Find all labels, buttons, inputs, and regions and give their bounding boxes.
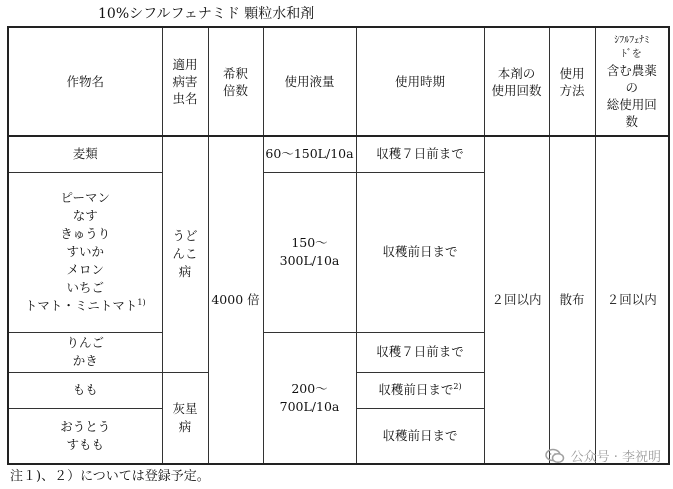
dilution-cell: 4000 倍 — [208, 136, 263, 464]
header-times-line: 使用回数 — [491, 82, 542, 98]
crop-line: かき — [72, 353, 98, 368]
footnote: 注１)、２）については登録予定。 — [10, 469, 210, 484]
header-dilution-line: 倍数 — [222, 82, 248, 98]
header-times-line: 本剤の — [497, 65, 536, 81]
header-total-line: 数 — [625, 113, 638, 129]
crop-text: トマト・ミニトマト — [24, 298, 138, 313]
pest-line: 病 — [178, 264, 192, 280]
crop-line: りんご — [66, 335, 104, 350]
header-total-line: 総使用回 — [606, 96, 657, 112]
crop-line: いちご — [66, 280, 104, 295]
header-pest-line: 虫名 — [172, 91, 198, 106]
timing-cell: 収穫７日前まで — [356, 332, 484, 372]
header-total-line: の — [625, 79, 638, 95]
crop-line: きゅうり — [60, 226, 111, 241]
registration-table — [7, 26, 670, 465]
pest-line: 病 — [178, 418, 192, 434]
crop-cell: もも — [8, 372, 162, 408]
watermark — [545, 446, 661, 465]
timing-cell: 収穫７日前まで — [356, 136, 484, 172]
watermark-text: 公众号 · 李祝明 — [570, 450, 661, 465]
header-method-line: 方法 — [559, 82, 585, 98]
crop-cell: 麦類 — [8, 136, 162, 172]
header-row — [8, 27, 669, 136]
crop-line: すもも — [66, 436, 104, 452]
header-method-line: 使用 — [559, 65, 585, 81]
volume-cell: 150～300L/10a — [263, 172, 356, 332]
crop-line: おうとう — [60, 418, 111, 434]
total-cell: ２回以内 — [595, 136, 669, 464]
crop-line: メロン — [66, 262, 104, 277]
header-pest — [162, 27, 208, 136]
header-pest-line: 適用 — [172, 57, 198, 72]
header-times — [484, 27, 549, 136]
header-method — [549, 27, 595, 136]
method-cell: 散布 — [549, 136, 595, 464]
crop-cell — [8, 408, 162, 464]
header-timing: 使用時期 — [356, 27, 484, 136]
times-cell: ２回以内 — [484, 136, 549, 464]
crop-cell — [8, 172, 162, 332]
pest-cell-gray — [162, 372, 208, 464]
timing-cell — [356, 372, 484, 408]
pest-cell-powdery — [162, 136, 208, 372]
crop-cell — [8, 332, 162, 372]
crop-line — [10, 297, 161, 315]
header-total-line: ｼﾌﾙﾌｪﾅﾐ — [614, 34, 650, 46]
pest-line: うど — [172, 228, 198, 244]
document-title: 10%シフルフェナミド 顆粒水和剤 — [98, 6, 315, 22]
wechat-icon — [545, 448, 565, 464]
timing-cell: 収穫前日まで — [356, 408, 484, 464]
pest-line: んこ — [172, 246, 198, 262]
header-total — [595, 27, 669, 136]
crop-line: なす — [72, 208, 98, 223]
header-dilution-line: 希釈 — [222, 65, 248, 81]
crop-line: すいか — [66, 244, 104, 259]
header-pest-line: 病害 — [172, 74, 198, 89]
timing-cell: 収穫前日まで — [356, 172, 484, 332]
footnote-marker: 2) — [453, 381, 462, 391]
table-row — [8, 136, 669, 172]
volume-cell: 60～150L/10a — [263, 136, 356, 172]
header-total-line: 含む農薬 — [606, 62, 657, 78]
header-dilution — [208, 27, 263, 136]
header-crop: 作物名 — [8, 27, 162, 136]
header-total-line: ﾄﾞを — [621, 48, 642, 60]
crop-line: ピーマン — [60, 190, 110, 205]
timing-text: 収穫前日まで — [378, 382, 454, 397]
footnote-marker: 1) — [137, 297, 146, 307]
pest-line: 灰星 — [172, 400, 198, 416]
volume-cell: 200～700L/10a — [263, 332, 356, 464]
header-volume: 使用液量 — [263, 27, 356, 136]
